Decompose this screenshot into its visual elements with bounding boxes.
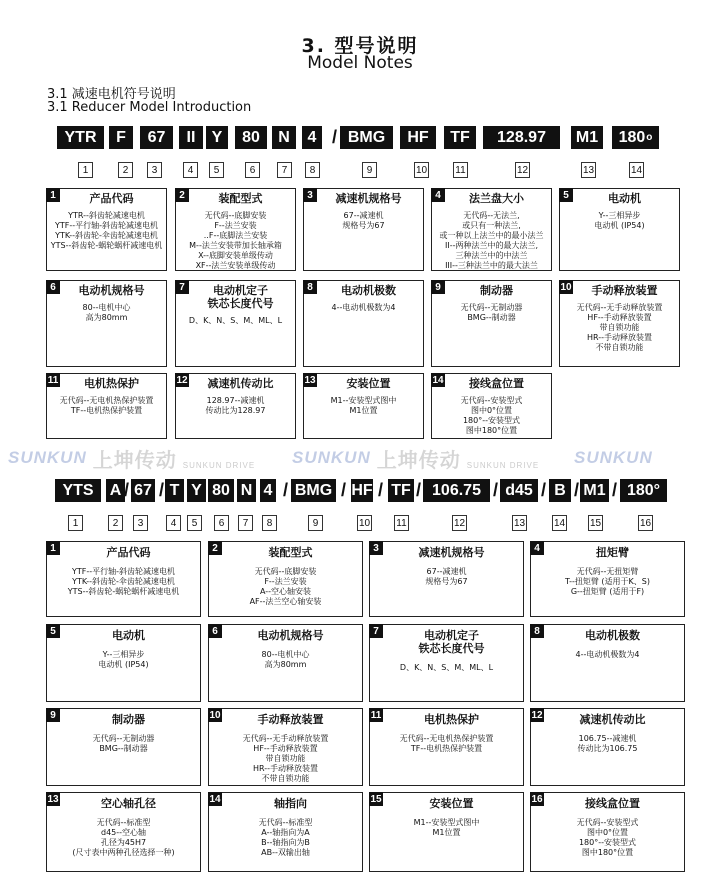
- segment-index-box: 2: [118, 162, 133, 178]
- watermark-en: SUNKUN DRIVE: [182, 461, 256, 470]
- explanation-box: [46, 624, 201, 702]
- segment-index-box: 9: [362, 162, 377, 178]
- segment-index-box: 4: [183, 162, 198, 178]
- model-code-segment: [272, 126, 296, 149]
- explanation-title: 法兰盘大小: [469, 192, 524, 205]
- model-code-segment: [179, 126, 203, 149]
- segment-index-box: 14: [629, 162, 644, 178]
- segment-index-box: 16: [638, 515, 653, 531]
- explanation-box: [46, 188, 167, 271]
- segment-text: F: [116, 128, 126, 146]
- model-code-segment: [549, 479, 571, 502]
- explanation-number-badge: 14: [432, 374, 444, 386]
- explanation-number-badge: 4: [431, 188, 445, 202]
- explanation-box: [303, 280, 424, 367]
- explanation-title: 产品代码: [106, 546, 151, 559]
- watermark-group: [292, 445, 539, 471]
- explanation-body: 无代码--无电机热保护装置 TF--电机热保护装置: [59, 396, 154, 415]
- segment-text: T: [169, 481, 180, 499]
- model-code-separator: /: [540, 480, 546, 500]
- explanation-title: 手动释放装置: [257, 713, 324, 726]
- segment-index-box: 12: [452, 515, 467, 531]
- explanation-title: 电动机规格号: [257, 629, 324, 642]
- model-code-segment: [140, 126, 173, 149]
- segment-text: YTS: [62, 481, 94, 499]
- explanation-body: 80--电机中心 高为80mm: [261, 650, 310, 669]
- segment-text: BMG: [347, 128, 386, 146]
- model-code-strip-2: [0, 479, 720, 502]
- explanation-title: 减速机规格号: [335, 192, 402, 205]
- page-title-cn: 3. 型号说明: [301, 35, 419, 57]
- explanation-body: M1--安装型式图中 M1位置: [413, 818, 480, 837]
- explanation-number-badge: 9: [46, 708, 60, 722]
- explanation-box: [46, 280, 167, 367]
- explanation-body: 无代码--无手动释放装置 HF--手动释放装置 带自锁功能 HR--手动释放装置 不带自锁功能: [576, 303, 663, 352]
- model-code-segment: [571, 126, 603, 149]
- explanation-title: 安装位置: [429, 797, 474, 810]
- model-code-segment: [444, 126, 476, 149]
- watermark-en: SUNKUN DRIVE: [466, 461, 540, 470]
- explanation-body: 128.97--减速机 传动比为128.97: [205, 396, 266, 415]
- explanation-body: 4--电动机极数为4: [331, 303, 396, 312]
- segment-index-box: 10: [414, 162, 429, 178]
- watermark-logo: SUNKUN: [574, 448, 653, 467]
- segment-index-box: 7: [277, 162, 292, 178]
- segment-index-box: 14: [552, 515, 567, 531]
- segment-text: 80: [212, 481, 230, 499]
- explanation-box: [369, 541, 524, 617]
- model-code-segment: [206, 126, 228, 149]
- explanation-body: M1--安装型式图中 M1位置: [330, 396, 397, 415]
- explanation-number-badge: 9: [431, 280, 445, 294]
- explanation-title: 电动机: [608, 192, 641, 205]
- watermark-cn: 上坤传动: [92, 447, 177, 471]
- segment-index-box: 2: [108, 515, 123, 531]
- explanation-body: 无代码--安装型式 图中0°位置 180°--安装型式 图中180°位置: [576, 818, 639, 857]
- explanation-title: 电机热保护: [424, 713, 479, 726]
- explanation-box: [303, 188, 424, 271]
- segment-text: II: [186, 128, 196, 146]
- explanation-body: 无代码--无制动器 BMG--制动器: [460, 303, 523, 322]
- segment-index-box: 8: [305, 162, 320, 178]
- model-code-separator: /: [282, 480, 288, 500]
- segment-index-box: 12: [515, 162, 530, 178]
- model-code-segment: [131, 479, 155, 502]
- segment-index-box: 1: [78, 162, 93, 178]
- explanation-title: 电动机规格号: [78, 284, 145, 297]
- explanation-box: [208, 792, 363, 872]
- model-code-segment: [580, 479, 609, 502]
- segment-text: N: [240, 481, 253, 499]
- explanation-title: 制动器: [112, 713, 145, 726]
- explanation-title: 电动机极数: [585, 629, 640, 642]
- explanation-body: 无代码--无制动器 BMG--制动器: [92, 734, 155, 753]
- model-code-separator: /: [377, 480, 383, 500]
- model-code-separator: /: [340, 480, 346, 500]
- degree-mark: o: [646, 131, 653, 143]
- explanation-number-badge: 11: [47, 374, 59, 386]
- explanation-box: [431, 188, 552, 271]
- explanation-number-badge: 6: [46, 280, 60, 294]
- explanation-body: 67--减速机 规格号为67: [425, 567, 468, 586]
- segment-text: BMG: [294, 481, 333, 499]
- explanation-box: [530, 541, 685, 617]
- explanation-box: [431, 373, 552, 439]
- explanation-body: Y--三相异步 电动机 (IP54): [98, 650, 149, 669]
- segment-index-box: 8: [262, 515, 277, 531]
- segment-text: 80: [242, 128, 260, 146]
- explanation-title: 空心轴孔径: [101, 797, 156, 810]
- explanation-body: 无代码--底脚安装 F--法兰安装 ..F--底脚法兰安装 M--法兰安装带加长轴承箱 X--底脚安装单级传动 XF--法兰安装单级传动: [189, 211, 282, 270]
- explanation-title: 减速机传动比: [579, 713, 646, 726]
- explanation-number-badge: 4: [530, 541, 544, 555]
- explanation-title: 手动释放装置: [591, 284, 658, 297]
- explanation-body: 无代码--无电机热保护装置 TF--电机热保护装置: [399, 734, 494, 753]
- explanation-box: [208, 708, 363, 786]
- segment-index-box: 3: [147, 162, 162, 178]
- explanation-body: 67--减速机 规格号为67: [342, 211, 385, 230]
- explanation-box: [46, 792, 201, 872]
- model-code-segment: [291, 479, 336, 502]
- segment-text: A: [109, 481, 122, 499]
- watermark-group: [8, 445, 255, 471]
- explanation-number-badge: 7: [175, 280, 189, 294]
- explanation-title: 装配型式: [268, 546, 313, 559]
- model-code-segment: [57, 126, 104, 149]
- model-code-segment: [237, 479, 256, 502]
- model-code-segment: [400, 126, 436, 149]
- explanation-title: 装配型式: [218, 192, 263, 205]
- segment-index-box: 13: [581, 162, 596, 178]
- section-heading-cn: 3.1 减速电机符号说明: [47, 87, 176, 102]
- explanation-number-badge: 1: [46, 541, 60, 555]
- segment-text: TF: [450, 128, 470, 146]
- watermark-cn: 上坤传动: [376, 447, 461, 471]
- explanation-box: [431, 280, 552, 367]
- explanation-box: [175, 373, 296, 439]
- model-code-segment: [55, 479, 101, 502]
- explanation-title: 接线盒位置: [585, 797, 640, 810]
- explanation-number-badge: 12: [531, 709, 543, 721]
- segment-index-box: 9: [308, 515, 323, 531]
- explanation-box: [303, 373, 424, 439]
- segment-text: M1: [583, 481, 606, 499]
- explanation-number-badge: 8: [530, 624, 544, 638]
- segment-text: Y: [191, 481, 202, 499]
- model-number-row-1: [0, 162, 720, 178]
- explanation-box: [175, 188, 296, 271]
- model-code-segment: [351, 479, 373, 502]
- model-code-segment: [187, 479, 206, 502]
- explanation-body: 无代码--底脚安装 F--法兰安装 A--空心轴安装 AF--法兰空心轴安装: [249, 567, 322, 606]
- explanation-body: YTF--平行轴-斜齿轮减速电机 YTK--斜齿轮-伞齿轮减速电机 YTS--斜齿轮-蜗轮蜗杆减速电机: [67, 567, 180, 596]
- explanation-box: [559, 188, 680, 271]
- explanation-number-badge: 5: [46, 624, 60, 638]
- segment-text: YTR: [64, 128, 97, 146]
- segment-index-box: 7: [238, 515, 253, 531]
- explanation-number-badge: 11: [370, 709, 382, 721]
- model-code-segment: [165, 479, 184, 502]
- model-code-separator: /: [331, 127, 337, 147]
- model-code-separator: /: [415, 480, 421, 500]
- segment-text: 180°: [626, 481, 661, 499]
- explanation-number-badge: 13: [47, 793, 59, 805]
- explanation-box: [369, 708, 524, 786]
- segment-index-box: 11: [453, 162, 468, 178]
- segment-text: d45: [505, 481, 533, 499]
- model-code-segment: [208, 479, 234, 502]
- explanation-number-badge: 2: [208, 541, 222, 555]
- segment-text: Y: [211, 128, 223, 146]
- explanation-number-badge: 10: [560, 281, 572, 293]
- explanation-title: 电动机定子 铁芯长度代号: [418, 629, 485, 655]
- explanation-title: 制动器: [480, 284, 513, 297]
- explanation-title: 减速机规格号: [418, 546, 485, 559]
- segment-text: HF: [351, 481, 373, 499]
- explanation-number-badge: 2: [175, 188, 189, 202]
- explanation-body: 无代码--无手动释放装置 HF--手动释放装置 带自锁功能 HR--手动释放装置 不带自锁功能: [242, 734, 329, 783]
- segment-index-box: 5: [209, 162, 224, 178]
- explanation-title: 减速机传动比: [207, 377, 274, 390]
- explanation-title: 电动机极数: [341, 284, 396, 297]
- model-code-separator: /: [573, 480, 579, 500]
- explanation-number-badge: 3: [369, 541, 383, 555]
- explanation-title: 电动机定子 铁芯长度代号: [207, 284, 274, 310]
- explanation-body: 无代码--标准型 d45--空心轴 孔径为45H7 (尺寸表中两种孔径选择一种): [72, 818, 175, 857]
- explanation-title: 电动机: [112, 629, 145, 642]
- segment-text: 4: [307, 128, 317, 146]
- model-code-segment: [500, 479, 538, 502]
- explanation-box: [175, 280, 296, 367]
- explanation-number-badge: 15: [370, 793, 382, 805]
- model-code-separator: /: [158, 480, 164, 500]
- explanation-body: D、K、N、S、M、ML、L: [399, 663, 494, 672]
- segment-index-box: 4: [166, 515, 181, 531]
- explanation-box: [46, 708, 201, 786]
- segment-text: HF: [407, 128, 429, 146]
- explanation-number-badge: 10: [209, 709, 221, 721]
- explanation-title: 轴指向: [274, 797, 307, 810]
- explanation-number-badge: 13: [304, 374, 316, 386]
- segment-text: N: [278, 128, 290, 146]
- model-code-segment: [109, 126, 133, 149]
- model-code-segment: [388, 479, 414, 502]
- watermark-group: [574, 445, 653, 471]
- explanation-body: YTR--斜齿轮减速电机 YTF--平行轴-斜齿轮减速电机 YTK--斜齿轮-伞齿轮减速电机 YTS--斜齿轮-蜗轮蜗杆减速电机: [50, 211, 163, 250]
- page-title-en: Model Notes: [307, 53, 413, 73]
- segment-index-box: 1: [68, 515, 83, 531]
- explanation-number-badge: 8: [303, 280, 317, 294]
- brand-watermark: [0, 445, 720, 471]
- explanation-number-badge: 12: [176, 374, 188, 386]
- explanation-box: [530, 792, 685, 872]
- explanation-box: [208, 541, 363, 617]
- model-code-segment: [235, 126, 267, 149]
- model-code-segment: [620, 479, 667, 502]
- segment-index-box: 6: [245, 162, 260, 178]
- model-code-separator: /: [611, 480, 617, 500]
- segment-text: 67: [134, 481, 152, 499]
- model-code-separator: /: [492, 480, 498, 500]
- explanation-body: 无代码--安装型式 图中0°位置 180°--安装型式 图中180°位置: [460, 396, 523, 435]
- watermark-logo: SUNKUN: [292, 448, 371, 467]
- model-code-segment: [612, 126, 659, 149]
- explanation-body: 无代码--无扭矩臂 T--扭矩臂 (适用于K、S) G--扭矩臂 (适用于F): [564, 567, 651, 596]
- explanation-number-badge: 3: [303, 188, 317, 202]
- explanation-body: D、K、N、S、M、ML、L: [188, 316, 283, 325]
- model-code-separator: /: [123, 480, 129, 500]
- segment-index-box: 11: [394, 515, 409, 531]
- explanation-number-badge: 14: [209, 793, 221, 805]
- explanation-box: [208, 624, 363, 702]
- explanation-number-badge: 7: [369, 624, 383, 638]
- explanation-body: 无代码--无法兰, 或只有一种法兰, 或一种以上法兰中的最小法兰 II--两种法兰中的最大法兰, 三种法兰中的中法兰 III--三种法兰中的最大法兰: [439, 211, 544, 270]
- explanation-body: 4--电动机极数为4: [575, 650, 640, 659]
- segment-text: 106.75: [432, 481, 481, 499]
- explanation-number-badge: 16: [531, 793, 543, 805]
- segment-text: 180: [618, 128, 646, 146]
- explanation-box: [46, 541, 201, 617]
- explanation-title: 产品代码: [89, 192, 134, 205]
- explanation-title: 安装位置: [346, 377, 391, 390]
- explanation-body: 80--电机中心 高为80mm: [82, 303, 131, 322]
- explanation-number-badge: 6: [208, 624, 222, 638]
- segment-index-box: 5: [187, 515, 202, 531]
- segment-text: TF: [391, 481, 411, 499]
- segment-text: 4: [263, 481, 273, 499]
- explanation-body: Y--三相异步 电动机 (IP54): [594, 211, 645, 230]
- model-code-segment: [340, 126, 393, 149]
- explanation-body: 106.75--减速机 传动比为106.75: [577, 734, 638, 753]
- explanation-number-badge: 1: [46, 188, 60, 202]
- explanation-number-badge: 5: [559, 188, 573, 202]
- watermark-logo: SUNKUN: [8, 448, 87, 467]
- model-code-segment: [260, 479, 276, 502]
- segment-text: 67: [147, 128, 166, 146]
- model-number-row-2: [0, 515, 720, 531]
- segment-index-box: 6: [214, 515, 229, 531]
- section-heading-en: 3.1 Reducer Model Introduction: [47, 100, 252, 115]
- model-code-segment: [302, 126, 322, 149]
- segment-index-box: 3: [133, 515, 148, 531]
- explanation-body: 无代码--标准型 A--轴指向为A B--轴指向为B AB--双输出轴: [258, 818, 313, 857]
- explanation-box: [559, 280, 680, 367]
- model-code-segment: [483, 126, 560, 149]
- explanation-box: [369, 792, 524, 872]
- model-code-segment: [423, 479, 490, 502]
- explanation-box: [369, 624, 524, 702]
- segment-index-box: 10: [357, 515, 372, 531]
- explanation-box: [530, 624, 685, 702]
- explanation-title: 电机热保护: [84, 377, 139, 390]
- segment-index-box: 15: [588, 515, 603, 531]
- segment-text: 128.97: [497, 128, 546, 146]
- segment-text: M1: [575, 128, 599, 146]
- explanation-title: 扭矩臂: [596, 546, 629, 559]
- explanation-box: [46, 373, 167, 439]
- explanation-box: [530, 708, 685, 786]
- explanation-title: 接线盒位置: [469, 377, 524, 390]
- segment-index-box: 13: [512, 515, 527, 531]
- model-code-strip-1: [0, 126, 720, 149]
- segment-text: B: [554, 481, 566, 499]
